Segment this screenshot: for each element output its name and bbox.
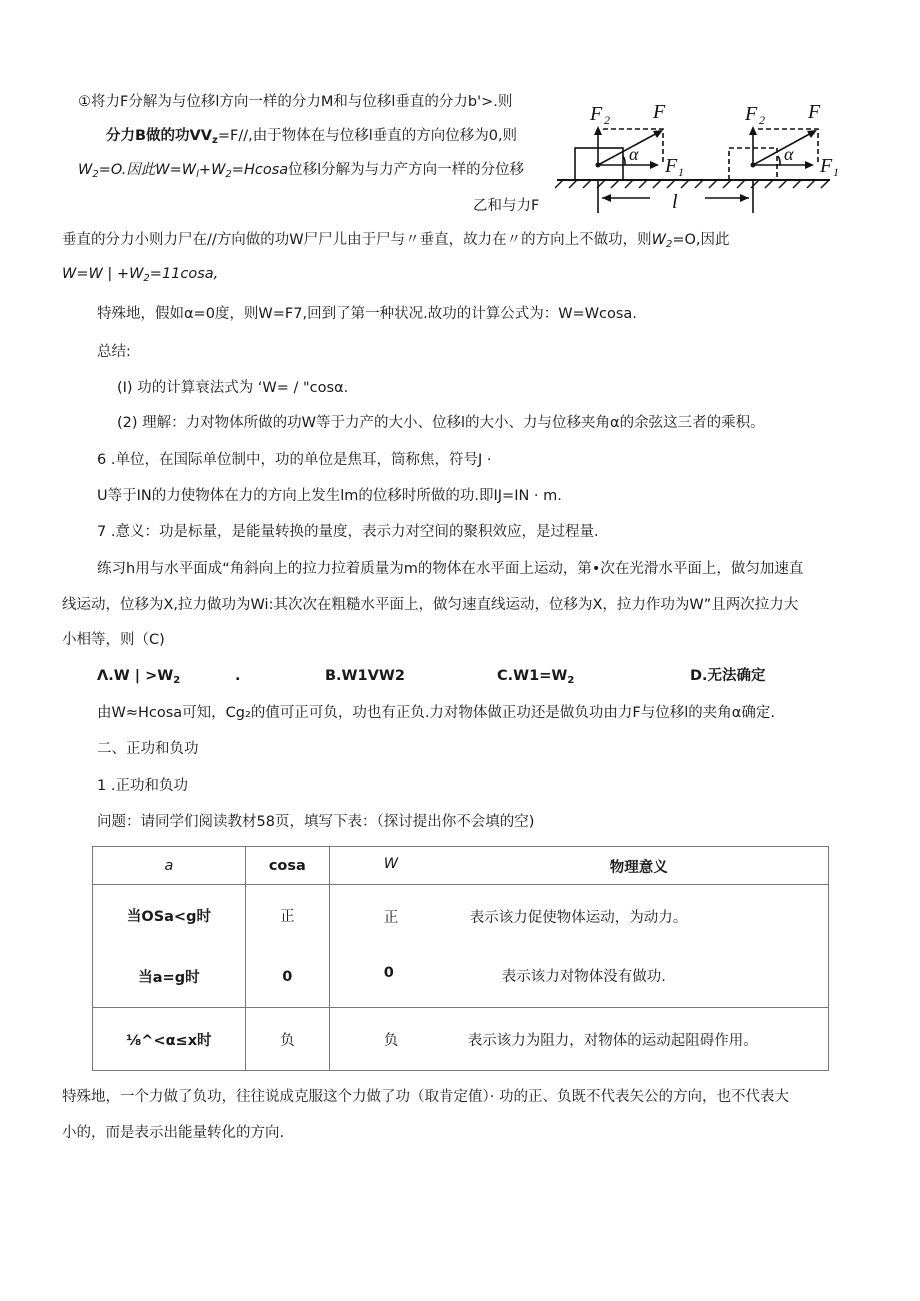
option-b: B.W1VW2 [325, 668, 405, 684]
special-case: 特殊地，假如α=0度，则W=F7,回到了第一种状况.故功的计算公式为：W=Wcosa. [97, 306, 637, 322]
table-header-row [93, 847, 829, 885]
svg-text:α: α [784, 144, 794, 164]
cell-meaning: 表示该力对物体没有做功. [501, 968, 666, 985]
table-row [93, 1008, 829, 1071]
cell-cos: 正 [245, 885, 329, 947]
cell-meaning: 表示该力促使物体运动，为动力。 [469, 910, 688, 926]
cell-w-meaning [329, 885, 828, 947]
para2-line1 [62, 230, 730, 255]
header-cos: cosa [245, 847, 329, 885]
header-w-meaning [329, 847, 828, 885]
displacement-label: l [672, 191, 678, 213]
summary-item-1: (I) 功的计算衰法式为 ‘W= / "cosα. [117, 380, 349, 396]
option-dot: . [235, 668, 241, 684]
para1-line3-c: +W [198, 162, 226, 178]
w2-sub-2: 2 [665, 239, 673, 250]
table-row [93, 947, 829, 1008]
svg-text:F: F [745, 103, 758, 125]
closing-line-2: 小的，而是表示出能量转化的方向. [62, 1125, 285, 1141]
w2-sub: 2 [92, 169, 99, 180]
exercise-line-1: 练习h用与水平面成“角斜向上的拉力拉着质量为m的物体在水平面上运动，第•次在光滑水平面上，做匀加速直 [97, 561, 804, 577]
para1-line2-b: =F//,由于物体在与位移l垂直的方向位移为0,则 [217, 128, 518, 144]
para1-line1: ①将力F分解为与位移l方向一样的分力M和与位移l垂直的分力b'>.则 [78, 94, 513, 110]
para2-line2 [62, 264, 218, 289]
summary-title: 总结: [97, 344, 131, 360]
w2-symbol-2: W [651, 232, 666, 248]
w2-symbol: W [78, 162, 93, 178]
cell-meaning: 表示该力为阻力，对物体的运动起阻碍作用。 [467, 1033, 758, 1049]
formula-tail: =11cosa, [149, 266, 219, 282]
cell-angle: 当OSa<g时 [93, 885, 246, 947]
para2-tail: =O,因此 [672, 232, 730, 248]
header-angle: a [93, 847, 246, 885]
cell-w-meaning [329, 1008, 828, 1071]
closing-line-1: 特殊地，一个力做了负功，往往说成克服这个力做了功（取肯定值）· 功的正、负既不代表矢公的方向，也不代表大 [62, 1089, 789, 1105]
svg-text:1: 1 [678, 165, 684, 179]
svg-text:1: 1 [833, 165, 839, 179]
formula-sub: 2 [143, 273, 150, 284]
question-line: 问题：请同学们阅读教材58页，填写下表：（探讨提出你不会填的空) [97, 814, 535, 830]
exercise-line-2: 线运动，位移为X,拉力做功为Wi:其次次在粗糙水平面上，做匀速直线运动，位移为X，拉力作功为W”且两次拉力大 [62, 597, 799, 613]
f2-label: F [590, 103, 603, 125]
unit-line-2: U等于IN的力使物体在力的方向上发生lm的位移时所做的功.即IJ=IN · m. [97, 488, 562, 504]
cell-angle: ⅛^<α≤x时 [93, 1008, 246, 1071]
table-row [93, 885, 829, 947]
meaning-line: 7 .意义：功是标量，是能量转换的量度，表示力对空间的聚积效应，是过程量. [97, 524, 599, 540]
w2b-sub: 2 [225, 169, 232, 180]
option-d: D.无法确定 [690, 668, 766, 684]
force-decomposition-diagram [555, 88, 855, 218]
header-meaning: 物理意义 [609, 860, 668, 876]
svg-text:α: α [629, 144, 639, 164]
cell-w: 0 [383, 964, 394, 981]
summary-item-2: (2) 理解：力对物体所做的功W等于力产的大小、位移l的大小、力与位移夹角α的余弦这三者的乘积。 [117, 415, 765, 431]
para1-line4: 乙和与力F [473, 198, 540, 214]
para1-line2-sub: z [212, 135, 218, 146]
cell-angle: 当a=g时 [93, 947, 246, 1008]
para1-line3 [78, 160, 524, 185]
section2-subtitle: 1 .正功和负功 [97, 778, 188, 794]
svg-text:2: 2 [759, 113, 765, 127]
para1-line3-b: =O.因此W=W [98, 162, 197, 178]
section2-title: 二、正功和负功 [97, 741, 199, 757]
cell-cos: 0 [245, 947, 329, 1008]
note-line: 由W≈Hcosa可知，Cg₂的值可正可负，功也有正负.力对物体做正功还是做负功由力F与位移l的夹角α确定. [97, 705, 775, 721]
w1-sub: l [196, 169, 199, 180]
para1-line3-e: 位移l分解为与力产方向一样的分位移 [288, 162, 525, 178]
f-label: F [653, 101, 666, 123]
para1-line2 [106, 126, 517, 151]
cell-w: 负 [383, 1033, 399, 1049]
option-c: $C.W1=W_2$ [497, 668, 575, 686]
option-a: Λ.W | $>W_2$ [97, 668, 181, 686]
svg-text:2: 2 [604, 113, 610, 127]
cell-w: 正 [383, 910, 399, 926]
cell-w-meaning [329, 947, 828, 1008]
para1-line3-d: =Hcosa [231, 162, 289, 178]
para1-line2-a: 分力B做的功VV [106, 128, 212, 144]
work-sign-table [92, 846, 829, 1071]
svg-text:F: F [665, 155, 678, 177]
exercise-line-3: 小相等，则（C) [62, 632, 165, 648]
svg-text:F: F [808, 101, 821, 123]
cell-cos: 负 [245, 1008, 329, 1071]
para2-text: 垂直的分力小则力尸在//方向做的功W尸尸儿由于尸与〃垂直，故力在〃的方向上不做功，则 [62, 232, 652, 248]
svg-text:F: F [820, 155, 833, 177]
formula-w: W=W | +W [62, 266, 144, 282]
unit-line-1: 6 .单位，在国际单位制中，功的单位是焦耳，筒称焦，符号J · [97, 452, 492, 468]
header-w: W [383, 856, 399, 872]
